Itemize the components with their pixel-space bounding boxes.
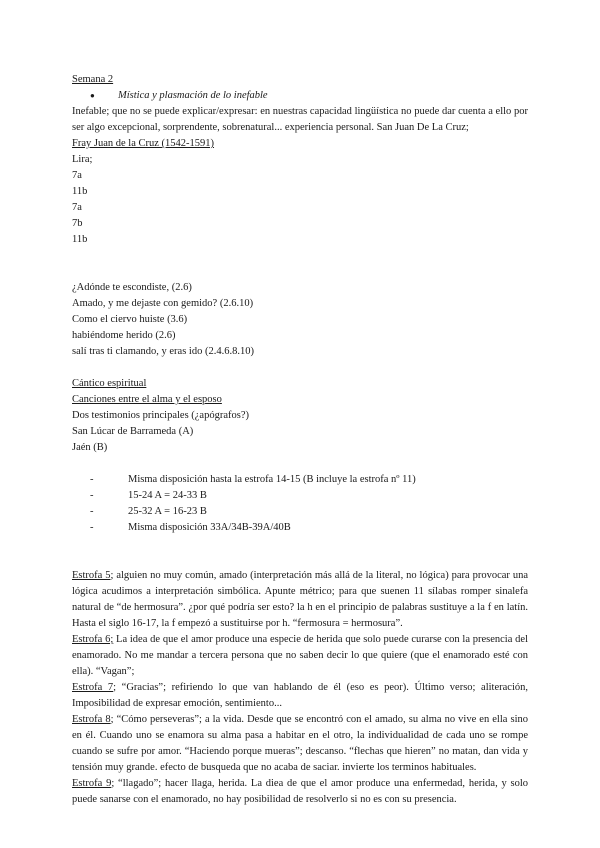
verse-line: salí tras ti clamando, y eras ido (2.4.6.8.10): [72, 346, 254, 357]
meter-line: 11b: [72, 234, 88, 245]
verse-block: [72, 280, 528, 360]
cantico-line: Jaén (B): [72, 442, 108, 453]
bullet-icon: ●: [90, 91, 95, 100]
document-content: [72, 72, 528, 808]
verse-line: ¿Adónde te escondiste, (2.6): [72, 282, 192, 293]
estrofa-paragraph: Estrofa 8; “Cómo perseveras”; a la vida. Desde que se encontró con el amado, su alma no vive en ella sino en él. Cuando uno se enamora su alma pasa a habitar en el otro, la individualidad de cada uno se rompe cuando se sufre por amor. “Haciendo porque mueras”; descanso. “flechas que hieren” no matan, dan vida y tensión muy grande. efecto de busqueda que no acaba de saciar. invierte los terminos habituales.: [72, 714, 528, 773]
week-heading: Semana 2: [72, 74, 114, 85]
cantico-title: Cántico espiritual: [72, 378, 147, 389]
topic-title: Mística y plasmación de lo inefable: [118, 90, 268, 101]
estrofa-paragraph: Estrofa 9; “llagado”; hacer llaga, herida. La diea de que el amor produce una enfermedad, herida, y solo puede sanarse con el enamorado, no hay posibilidad de resolverlo si no es con su presencia.: [72, 778, 529, 805]
meter-line: 11b: [72, 186, 88, 197]
cantico-line: San Lúcar de Barrameda (A): [72, 426, 194, 437]
list-item: - 15-24 A = 24-33 B: [90, 490, 207, 501]
verse-line: Como el ciervo huiste (3.6): [72, 314, 188, 325]
cantico-subtitle: Canciones entre el alma y el esposo: [72, 394, 222, 405]
topic-bullet: [72, 88, 528, 104]
meter-line: Lira;: [72, 154, 93, 165]
verse-line: habiéndome herido (2.6): [72, 330, 176, 341]
estrofa-paragraph: Estrofa 6; La idea de que el amor produce una especie de herida que solo puede curarse con la presencia del enamorado. No me mandar a tercera persona que no saben decir lo que quiere (que el enamorado esté con ella). “Vagan”;: [72, 634, 528, 677]
author-heading: Fray Juan de la Cruz (1542-1591): [72, 138, 215, 149]
meter-line: 7a: [72, 170, 82, 181]
meter-line: 7a: [72, 202, 82, 213]
disposition-list: [72, 472, 528, 536]
definition-paragraph: Inefable; que no se puede explicar/expresar: en nuestras capacidad lingüística no puede dar cuenta a ello por ser algo excepcional, sorprendente, sobrenatural... experiencia personal. San Juan De La Cruz;: [72, 106, 528, 133]
list-item: - 25-32 A = 16-23 B: [90, 506, 207, 517]
estrofa-paragraph: Estrofa 5; alguien no muy común, amado (interpretación más allá de la literal, no lógica) para provocar una lógica acudimos a interpretación simbólica. Apunte métrico; para que suenen 11 sílabas romper sinalefa natural de “de hermosura”. ¿por qué podría ser esto? la h en el principio de palabras sustituye a la f en latín. Hasta el siglo 16-17, la f empezó a sustituirse por h. “fermosura = hermosura”.: [72, 570, 529, 629]
meter-list: [72, 152, 528, 248]
list-item: - Misma disposición hasta la estrofa 14-15 (B incluye la estrofa nº 11): [90, 474, 416, 485]
list-item: - Misma disposición 33A/34B-39A/40B: [90, 522, 291, 533]
cantico-line: Dos testimonios principales (¿apógrafos?): [72, 410, 249, 421]
verse-line: Amado, y me dejaste con gemido? (2.6.10): [72, 298, 254, 309]
estrofa-paragraph: Estrofa 7; “Gracias”; refiriendo lo que van hablando de él (eso es peor). Último verso; aliteración, Imposibilidad de expresar emoción, sentimiento...: [72, 682, 528, 709]
meter-line: 7b: [72, 218, 83, 229]
